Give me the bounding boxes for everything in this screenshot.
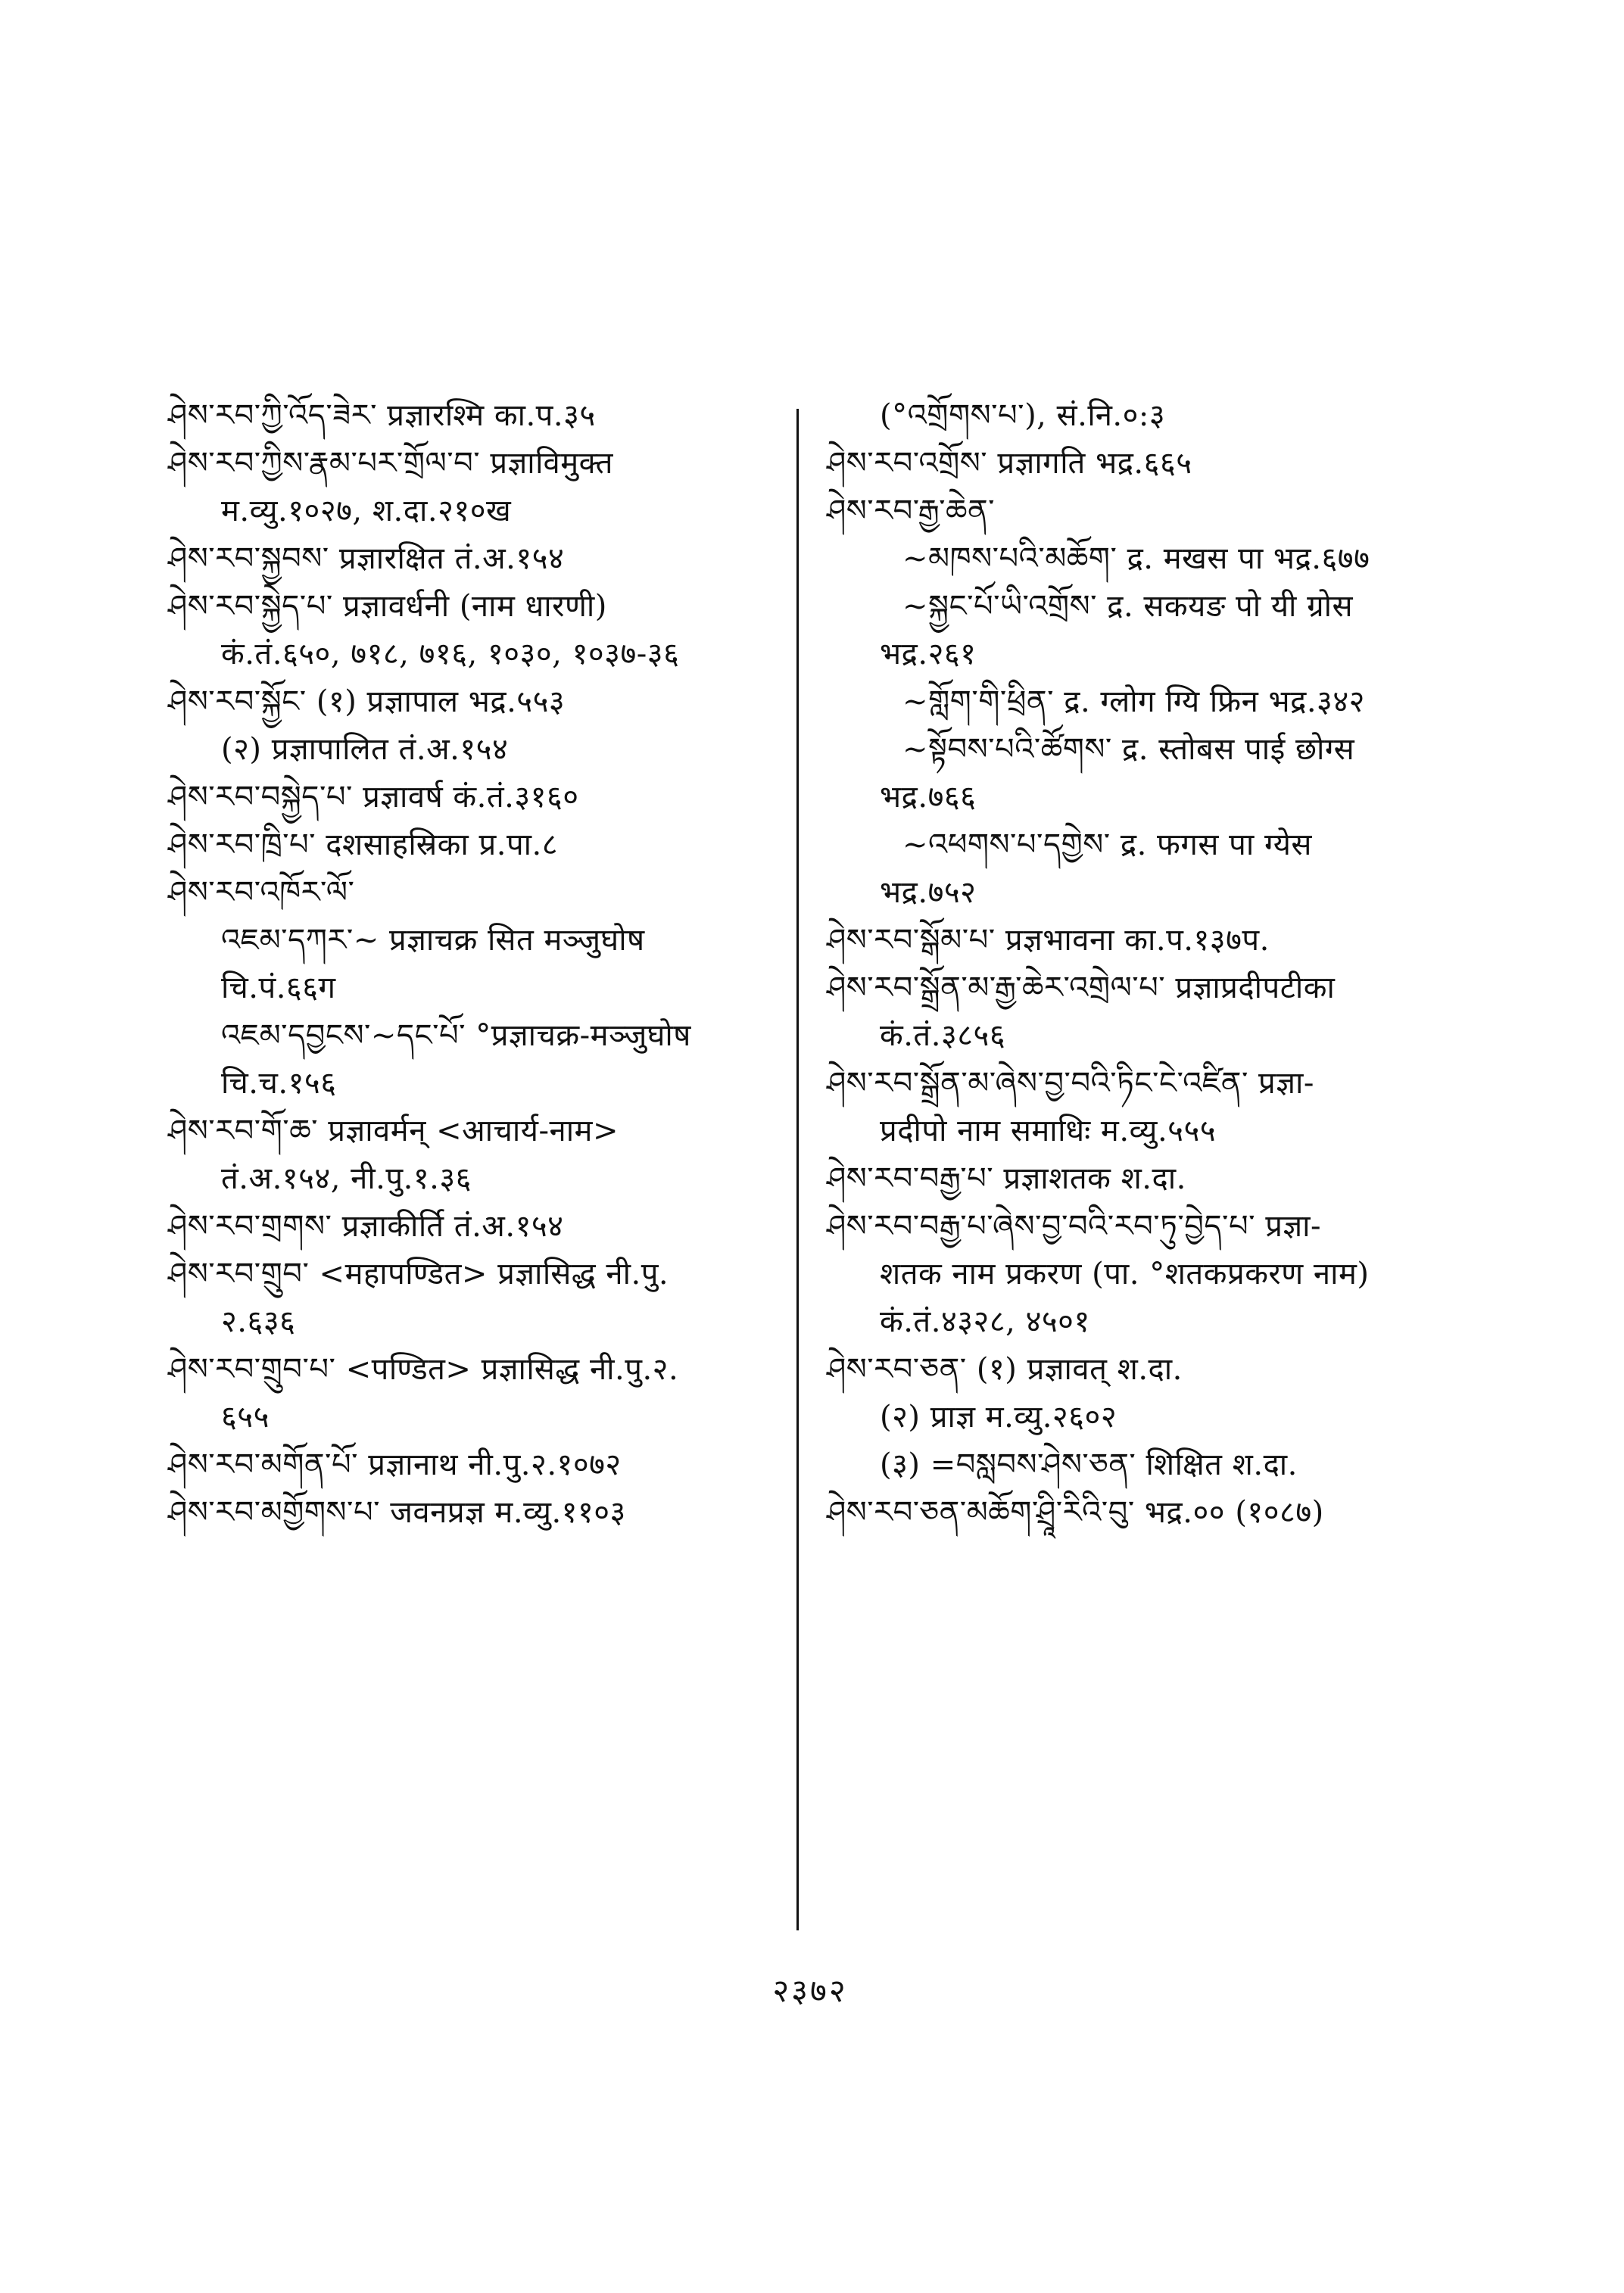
dictionary-continuation-line: འཇམ་དབྱངས་~དང་པོ་ °प्रज्ञाचक्र-मञ्जुघोष xyxy=(221,1018,691,1053)
dictionary-headword-line: ཤེས་རབ་འཁོར་ལོ་ xyxy=(168,875,355,910)
dictionary-continuation-line: (°འགྲོགས་པ་), सं.नि.०:३ xyxy=(880,398,1166,433)
dictionary-headword-line: ཤེས་རབ་ཁྲི་པ་ दशसाहस्रिका प्र.पा.८ xyxy=(168,827,559,862)
dictionary-headword-line: ཤེས་རབ་སྐྱེད་པ་ प्रज्ञावर्धनी (नाम धारणी) xyxy=(168,589,607,624)
dictionary-continuation-line: २.६३६ xyxy=(221,1304,296,1339)
right-column xyxy=(827,392,1455,1537)
dictionary-continuation-line: (३) =བསླབས་ཤེས་ཅན་ शिक्षित श.दा. xyxy=(880,1447,1298,1482)
dictionary-continuation-line: म.व्यु.१०२७, श.दा.२१०ख xyxy=(221,494,512,528)
dictionary-headword-line: ཤེས་རབ་ཅན་ (१) प्रज्ञावत् श.दा. xyxy=(827,1352,1183,1387)
dictionary-continuation-line: चि.च.१५६ xyxy=(221,1066,337,1101)
dictionary-continuation-line: འཇམ་དཀར་~ प्रज्ञाचक्र सित मञ्जुघोष xyxy=(221,923,645,958)
dictionary-headword-line: ཤེས་རབ་གོ་ཆ་ प्रज्ञावर्मन् <आचार्य-नाम> xyxy=(168,1114,619,1148)
page-number: २३७२ xyxy=(772,1972,848,2009)
dictionary-continuation-line: कं.तं.४३२८, ४५०१ xyxy=(880,1304,1090,1339)
dictionary-continuation-line: ~སྟོབས་པའི་ཚོགས་ द्र. स्तोबस पाई छोग्स xyxy=(902,732,1355,767)
dictionary-continuation-line: (२) प्राज्ञ म.व्यु.२६०२ xyxy=(880,1400,1117,1435)
dictionary-headword-line: ཤེས་རབ་མགྱོགས་པ་ जवनप्रज्ञ म.व्यु.११०३ xyxy=(168,1495,626,1530)
dictionary-headword-line: ཤེས་རབ་སྒོམ་པ་ प्रज्ञभावना का.प.१३७प. xyxy=(827,923,1270,958)
dictionary-headword-line: ཤེས་རབ་རྒྱ་ཆེན་ xyxy=(827,494,996,528)
dictionary-continuation-line: ६५५ xyxy=(221,1400,270,1435)
dictionary-headword-line: ཤེས་རབ་གྲུབ་པ་ <पण्डित> प्रज्ञासिद्ध नी.पु.२. xyxy=(168,1352,679,1387)
dictionary-headword-line: ཤེས་རབ་འགྲོས་ प्रज्ञागति भद्र.६६५ xyxy=(827,446,1192,481)
dictionary-continuation-line: भद्र.७६६ xyxy=(880,780,977,815)
dictionary-continuation-line: ~སྐྱང་པོ་ཡི་འགྲོས་ द्र. सकयङ पो यी ग्रोस xyxy=(902,589,1354,624)
dictionary-headword-line: ཤེས་རབ་ཀྱིས་རྣམ་པར་གྲོལ་བ་ प्रज्ञाविमुक्त xyxy=(168,446,613,481)
dictionary-headword-line: ཤེས་རབ་གྲགས་ प्रज्ञाकीर्ति तं.अ.१५४ xyxy=(168,1209,564,1244)
dictionary-continuation-line: ~འཕགས་པ་དགྱེས་ द्र. फगस पा ग्येस xyxy=(902,827,1312,862)
dictionary-headword-line: ཤེས་རབ་མགོན་པོ་ प्रज्ञानाथ नी.पु.२.१०७२ xyxy=(168,1447,622,1482)
dictionary-continuation-line: कं.तं.३८५६ xyxy=(880,1018,1006,1053)
column-divider xyxy=(796,409,799,1930)
left-column xyxy=(168,392,774,1537)
dictionary-headword-line: ཤེས་རབ་བརྒྱ་པ་ཞེས་བྱ་བའི་རབ་ཏུ་བྱེད་པ་ प्रज्ञा- xyxy=(827,1209,1321,1244)
dictionary-continuation-line: ~མཁས་པའི་མཆོག་ द्र. मखस पा भद्र.६७७ xyxy=(902,541,1370,576)
dictionary-continuation-line: प्रदीपो नाम समाधिः म.व्यु.५५५ xyxy=(880,1114,1217,1148)
dictionary-continuation-line: भद्र.२६१ xyxy=(880,637,977,671)
dictionary-headword-line: ཤེས་རབ་ཅན་མཆོག་ཤྲཱི་རིའི་བུ་ भद्र.०० (१०८७) xyxy=(827,1495,1324,1530)
dictionary-headword-line: ཤེས་རབ་གྲུབ་ <महापण्डित> प्रज्ञासिद्ध नी.पु. xyxy=(168,1257,669,1291)
dictionary-headword-line: ཤེས་རབ་སྒྲོན་མ་རྒྱ་ཆེར་འགྲེལ་པ་ प्रज्ञाप्रदीपटीका xyxy=(827,970,1336,1005)
dictionary-continuation-line: (२) प्रज्ञापालित तं.अ.१५४ xyxy=(221,732,509,767)
dictionary-headword-line: ཤེས་རབ་སྒྲོན་མ་ཞེས་བྱ་བའི་ཏིང་ངེ་འཛིན་ प्रज्ञा- xyxy=(827,1066,1314,1101)
dictionary-headword-line: ཤེས་རབ་སྐྱོང་ (१) प्रज्ञापाल भद्र.५५३ xyxy=(168,684,566,719)
dictionary-headword-line: ཤེས་རབ་བརྒྱ་པ་ प्रज्ञाशतक श.दा. xyxy=(827,1161,1186,1196)
dictionary-continuation-line: चि.पं.६६ग xyxy=(221,970,336,1005)
dictionary-continuation-line: ~གློག་གི་ཕྲིན་ द्र. ग्लोग ग्यि फ्रिन भद्र.३४२ xyxy=(902,684,1365,719)
dictionary-continuation-line: तं.अ.१५४, नी.पु.१.३६ xyxy=(221,1161,472,1196)
dictionary-continuation-line: भद्र.७५२ xyxy=(880,875,977,910)
dictionary-headword-line: ཤེས་རབ་བསྐྱེད་པ་ प्रज्ञावर्ष कं.तं.३१६० xyxy=(168,780,579,815)
dictionary-continuation-line: शतक नाम प्रकरण (पा. °शतकप्रकरण नाम) xyxy=(880,1257,1370,1291)
dictionary-continuation-line: कं.तं.६५०, ७१८, ७१६, १०३०, १०३७-३६ xyxy=(221,637,680,671)
dictionary-headword-line: ཤེས་རབ་སྐྱབས་ प्रज्ञारक्षित तं.अ.१५४ xyxy=(168,541,565,576)
dictionary-headword-line: ཤེས་རབ་ཀྱི་འོད་ཟེར་ प्रज्ञारश्मि का.प.३५ xyxy=(168,398,596,433)
